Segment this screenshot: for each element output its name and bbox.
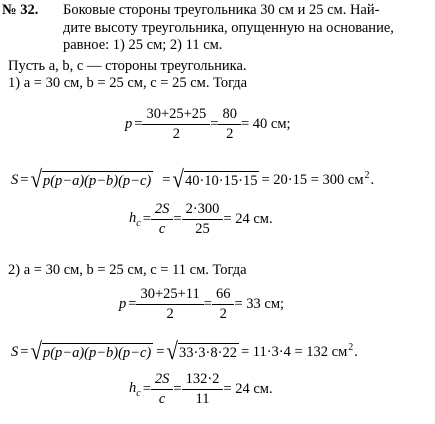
case2-h-result: = 24 см. — [223, 381, 273, 398]
case2-h-formula: $h_c$ = $\frac{2S}{c}$ = $\frac{132\cdot 2}{11}$ = 24 см. — [129, 371, 273, 408]
case2-heron-sqrt: √ p(p−a)(p−b)(p−c) — [30, 336, 152, 365]
case1-h-denominator-2: 25 — [182, 219, 224, 238]
task-text — [63, 2, 433, 55]
case1-given: 1) a = 30 см, b = 25 см, c = 25 см. Тогда — [8, 75, 248, 91]
case1-p-fraction-2 — [220, 106, 239, 144]
case2-s-result: = 11·3·4 = 132 см — [240, 344, 348, 360]
case1-h-fraction-2 — [184, 201, 222, 239]
case1-h-formula: $h_c$ = $\frac{2S}{c}$ = $\frac{2\cdot 300}{25}$ = 24 см. — [129, 201, 273, 238]
case2-p-denominator-2: 2 — [212, 304, 235, 323]
case1-s-radicand: 40·10·15·15 — [184, 173, 258, 189]
case1-s-sqrt: √ 40·10·15·15 — [172, 164, 258, 193]
case1-h-result: = 24 см. — [223, 211, 273, 228]
case2-s-sqrt: √ 33·3·8·22 — [166, 336, 237, 365]
case1-s-result: = 20·15 = 300 см — [261, 172, 364, 188]
case1-h-numerator-2: 2·300 — [185, 201, 220, 217]
case2-h-denominator-2: 11 — [182, 389, 224, 408]
case2-p-fraction — [138, 286, 201, 324]
h-symbol: $h_c$ — [129, 209, 141, 229]
case1-p-denominator-2: 2 — [218, 124, 241, 143]
case2-p-denominator: 2 — [136, 304, 203, 323]
case1-h-fraction — [153, 201, 172, 239]
case1-p-numerator: 30+25+25 — [146, 106, 207, 122]
intro-text: Пусть a, b, c — стороны треугольника. — [8, 58, 247, 74]
case2-h-fraction — [153, 371, 172, 409]
heron-expression-2: p(p−a)(p−b)(p−c) — [42, 345, 152, 361]
heron-expression: p(p−a)(p−b)(p−c) — [42, 173, 152, 189]
case1-p-fraction — [144, 106, 208, 144]
case1-p-numerator-2: 80 — [222, 106, 237, 122]
case2-p-numerator: 30+25+11 — [140, 286, 200, 302]
case1-p-result: = 40 см; — [240, 116, 291, 133]
squared-unit-2: 2 — [348, 341, 354, 353]
case1-p-formula: p = $\frac{30+25+25}{2}$ = $\frac{80}{2}$ = 40 см; — [125, 106, 291, 143]
case2-p-numerator-2: 66 — [215, 286, 231, 302]
p-symbol: p — [125, 116, 133, 133]
task-line-3: равное: 1) 25 см; 2) 11 см. — [63, 37, 223, 53]
case2-given: 2) a = 30 см, b = 25 см, c = 11 см. Тогда — [8, 262, 247, 278]
squared-unit: 2 — [364, 169, 370, 181]
task-line-1: Боковые стороны треугольника 30 см и 25 см. Най- — [63, 2, 380, 18]
case2-s-formula: S = √ p(p−a)(p−b)(p−c) = √ 33·3·8·22 = 11·3·4 = 132 см $^2$ . — [11, 336, 358, 365]
case2-s-radicand: 33·3·8·22 — [178, 345, 237, 361]
task-line-2: дите высоту треугольника, опущенную на основание, — [63, 19, 394, 36]
p-symbol-2: p — [119, 296, 127, 313]
case1-h-numerator: 2S — [154, 201, 170, 217]
case2-p-result: = 33 см; — [234, 296, 285, 313]
case2-p-fraction-2 — [214, 286, 233, 324]
case1-s-formula: S = √ p(p−a)(p−b)(p−c) = √ 40·10·15·15 = 20·15 = 300 см $^2$ . — [11, 164, 375, 193]
s-symbol-2: S — [11, 344, 19, 360]
case1-heron-sqrt: √ p(p−a)(p−b)(p−c) — [30, 164, 152, 193]
case2-h-denominator: c — [151, 389, 174, 408]
case1-p-denominator: 2 — [142, 124, 210, 143]
case1-h-denominator: c — [151, 219, 174, 238]
case2-h-fraction-2 — [184, 371, 222, 409]
case2-h-numerator: 2S — [154, 371, 170, 387]
s-symbol: S — [11, 172, 19, 188]
task-number: № 32. — [2, 2, 39, 18]
h-symbol-2: $h_c$ — [129, 379, 141, 399]
case2-p-formula: p = $\frac{30+25+11}{2}$ = $\frac{66}{2}$ = 33 см; — [119, 286, 285, 323]
case2-h-numerator-2: 132·2 — [185, 371, 220, 387]
